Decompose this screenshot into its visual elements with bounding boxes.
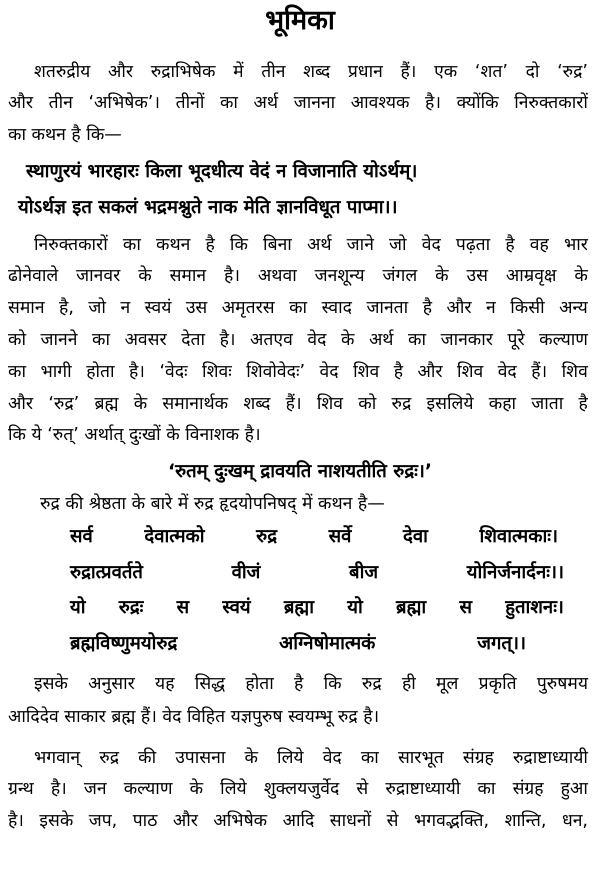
- verse-line-2: योऽर्थज्ञ इत सकलं भद्रमश्नुते नाक मेति ज्ञानविधूत पाप्मा।।: [18, 197, 398, 218]
- text-line-2: [0, 89, 600, 117]
- page-title: भूमिका: [265, 5, 335, 36]
- shloka-line-4: [70, 630, 526, 658]
- word: अग्निषोमात्मकं: [279, 633, 376, 654]
- word: है।: [425, 93, 441, 113]
- word: रुद्रः: [118, 597, 144, 618]
- word: कल्याण: [539, 330, 588, 350]
- word: एक: [434, 62, 458, 82]
- word: की: [138, 748, 157, 768]
- word: अर्थ: [368, 330, 394, 350]
- word: भगवद्भक्ति,: [413, 811, 490, 831]
- word: का: [289, 298, 308, 318]
- word: ब्रह्मा: [283, 597, 315, 618]
- word: दो: [525, 62, 540, 82]
- text-line-10: [0, 358, 600, 386]
- word: समान: [8, 298, 45, 318]
- text-line-14: रुद्र की श्रेष्ठता के बारे में रुद्र हृदयोपनिषद् में कथन है—: [40, 494, 385, 514]
- word: योनिर्जनार्दनः।।: [466, 562, 564, 583]
- word: कि: [323, 674, 342, 694]
- word: लिये: [220, 779, 247, 799]
- word: का: [8, 362, 26, 382]
- word: वेद: [421, 235, 441, 255]
- word: आदि: [282, 811, 315, 831]
- word: है।: [129, 362, 145, 382]
- text-line-8: [0, 294, 600, 322]
- word: शुक्लयजुर्वेद: [263, 779, 340, 799]
- verse-line-1: स्थाणुरयं भारहारः किला भूदधीत्य वेदं न विजानाति योऽर्थम्।: [26, 161, 418, 182]
- word: और: [8, 394, 34, 414]
- word: शिव: [561, 362, 588, 382]
- word: शब्द: [243, 394, 271, 414]
- word: हुआ: [560, 779, 588, 799]
- word: को: [8, 330, 26, 350]
- word: वीजं: [231, 562, 261, 583]
- word: इसके: [39, 811, 74, 831]
- word: का: [477, 779, 496, 799]
- word: शब्द: [303, 62, 331, 82]
- word: यो: [347, 597, 363, 618]
- word: अमृतरस: [221, 298, 275, 318]
- word: हुताशनः।: [505, 597, 564, 618]
- text-line-12: कि ये ‘रुत्’ अर्थात् दुःखों के विनाशक है।: [8, 425, 261, 445]
- word: प्रधान: [347, 62, 383, 82]
- word: निरुक्तकारों: [34, 235, 108, 255]
- word: जाने: [346, 235, 374, 255]
- word: का: [92, 330, 111, 350]
- word: सर्वे: [328, 526, 352, 547]
- word: सिद्ध: [194, 674, 226, 694]
- word: रुद्र: [99, 748, 120, 768]
- word: और: [8, 93, 34, 113]
- word: के: [133, 394, 148, 414]
- text-line-1: [0, 58, 600, 86]
- word: ब्रह्मविष्णुमयोरुद्र: [70, 633, 178, 654]
- word: के: [244, 748, 258, 768]
- word: अथवा: [257, 266, 297, 286]
- word: अनुसार: [88, 674, 135, 694]
- word: ‘शत’: [474, 62, 508, 82]
- word: है: [205, 235, 215, 255]
- word: बीज: [349, 562, 379, 583]
- word: कहा: [488, 394, 517, 414]
- word: को: [358, 394, 377, 414]
- word: कल्याण: [123, 779, 173, 799]
- word: से: [356, 779, 369, 799]
- word: वेद: [322, 748, 342, 768]
- word: कि: [229, 235, 248, 255]
- word: होता: [245, 674, 274, 694]
- word: है: [505, 235, 515, 255]
- word: हैं।: [531, 362, 548, 382]
- word: जाता: [531, 394, 564, 414]
- word: ही: [401, 674, 416, 694]
- word: ‘वेदः: [159, 362, 188, 382]
- word: रुद्राष्टाध्यायी: [512, 748, 588, 768]
- word: स्वयं: [222, 597, 251, 618]
- word: जनशून्य: [314, 266, 365, 286]
- word: रुद्र: [256, 526, 278, 547]
- word: समान: [169, 266, 207, 286]
- word: पूरे: [507, 330, 525, 350]
- word: स: [459, 597, 472, 618]
- word: शिव: [353, 362, 380, 382]
- word: अतएव: [250, 330, 293, 350]
- word: शिवः: [202, 362, 232, 382]
- word: संग्रह: [462, 748, 494, 768]
- word: हैं।: [285, 394, 302, 414]
- word: रुद्रात्प्रवर्तते: [70, 562, 143, 583]
- text-line-20: आदिदेव साकार ब्रह्म हैं। वेद विहित यज्ञपुरुष स्वयम्भू रुद्र है।: [8, 707, 380, 727]
- word: भगवान्: [34, 748, 81, 768]
- word: जानकार: [440, 330, 493, 350]
- text-line-11: [0, 390, 600, 418]
- word: समानार्थक: [162, 394, 229, 414]
- word: संग्रह: [512, 779, 544, 799]
- word: लिये: [277, 748, 304, 768]
- word: है: [578, 394, 588, 414]
- word: में: [233, 62, 244, 82]
- word: है।: [224, 266, 240, 286]
- word: धन,: [561, 811, 588, 831]
- text-line-22: [0, 775, 600, 803]
- word: देवात्मको: [144, 526, 205, 547]
- text-line-9: [0, 326, 600, 354]
- word: यह: [155, 674, 175, 694]
- word: प्रकृति: [478, 674, 517, 694]
- word: स्वयं: [144, 298, 172, 318]
- word: उपासना: [175, 748, 226, 768]
- word: अर्थ: [253, 93, 279, 113]
- word: जगत्।।: [477, 633, 526, 654]
- word: रुद्राष्टाध्यायी: [385, 779, 461, 799]
- word: के: [435, 266, 449, 286]
- word: पढ़ता: [455, 235, 491, 255]
- word: आवश्यक: [350, 93, 410, 113]
- word: भागी: [40, 362, 72, 382]
- word: न: [486, 298, 496, 318]
- word: साधनों: [329, 811, 372, 831]
- word: यो: [70, 597, 86, 618]
- word: जानने: [40, 330, 78, 350]
- word: शिव: [457, 362, 484, 382]
- word: मूल: [436, 674, 459, 694]
- word: के: [340, 330, 355, 350]
- word: के: [138, 266, 152, 286]
- word: ‘रुद्र’: [557, 62, 588, 82]
- word: के: [574, 266, 588, 286]
- word: के: [189, 779, 204, 799]
- word: का: [219, 93, 238, 113]
- word: भार: [563, 235, 588, 255]
- word: तीनों: [175, 93, 205, 113]
- shloka-line-2: [70, 559, 564, 587]
- word: जानना: [293, 93, 336, 113]
- word: सारभूत: [397, 748, 444, 768]
- word: है।: [50, 779, 67, 799]
- word: आम्रवृक्ष: [505, 266, 557, 286]
- text-line-6: [0, 231, 600, 259]
- word: और: [172, 811, 198, 831]
- word: होता: [86, 362, 115, 382]
- word: वेद: [497, 362, 517, 382]
- word: बिना: [263, 235, 292, 255]
- word: और: [446, 298, 472, 318]
- word: है।: [219, 330, 236, 350]
- word: है: [422, 298, 432, 318]
- word: इसलिये: [426, 394, 474, 414]
- word: ब्रह्म: [94, 394, 119, 414]
- word: वेद: [319, 362, 339, 382]
- word: ढोनेवाले: [8, 266, 59, 286]
- word: है,: [59, 298, 74, 318]
- word: जो: [389, 235, 407, 255]
- word: न: [120, 298, 131, 318]
- word: तीन: [48, 93, 73, 113]
- word: ग्रन्थ: [8, 779, 34, 799]
- word: और: [108, 62, 134, 82]
- word: है: [294, 674, 304, 694]
- word: तीन: [261, 62, 286, 82]
- word: कथन: [156, 235, 191, 255]
- sanskrit-quote: ‘रुतम् दुःखम् द्रावयति नाशयतीति रुद्रः।’: [168, 461, 432, 482]
- word: है।: [8, 811, 24, 831]
- word: का: [122, 235, 141, 255]
- word: उस: [185, 298, 208, 318]
- word: पाठ: [132, 811, 158, 831]
- word: रुद्र: [391, 394, 412, 414]
- word: रुद्र: [361, 674, 382, 694]
- word: सर्व: [70, 526, 93, 547]
- shloka-line-3: [70, 594, 564, 622]
- word: अर्थ: [306, 235, 332, 255]
- word: ‘रुद्र’: [48, 394, 80, 414]
- word: का: [408, 330, 427, 350]
- word: हैं।: [400, 62, 417, 82]
- word: शिवात्मकाः।: [479, 526, 558, 547]
- word: शिव: [316, 394, 344, 414]
- word: का: [360, 748, 379, 768]
- text-line-23: [0, 807, 600, 835]
- word: देता: [181, 330, 206, 350]
- word: किसी: [510, 298, 545, 318]
- word: जंगल: [382, 266, 418, 286]
- word: पुरुषमय: [536, 674, 588, 694]
- word: शान्ति,: [504, 811, 547, 831]
- word: अभिषेक: [213, 811, 268, 831]
- word: शतरुद्रीय: [34, 62, 91, 82]
- word: से: [386, 811, 399, 831]
- word: इसके: [34, 674, 68, 694]
- word: ‘अभिषेक’।: [88, 93, 161, 113]
- word: जन: [83, 779, 107, 799]
- word: जानवर: [76, 266, 121, 286]
- word: वह: [529, 235, 549, 255]
- text-line-7: [0, 262, 600, 290]
- word: अवसर: [124, 330, 167, 350]
- word: स्वाद: [321, 298, 352, 318]
- word: स: [176, 597, 190, 618]
- word: देवा: [403, 526, 428, 547]
- word: और: [417, 362, 443, 382]
- word: रुद्राभिषेक: [150, 62, 216, 82]
- word: उस: [466, 266, 488, 286]
- word: जो: [88, 298, 106, 318]
- text-line-19: [0, 670, 600, 698]
- shloka-line-1: [70, 523, 558, 551]
- text-line-21: [0, 744, 600, 772]
- word: है: [393, 362, 404, 382]
- word: अन्य: [559, 298, 588, 318]
- word: निरुक्तकारों: [514, 93, 588, 113]
- word: जप,: [88, 811, 118, 831]
- text-line-3: का कथन है कि—: [8, 125, 122, 145]
- word: ब्रह्मा: [396, 597, 427, 618]
- word: शिवोवेदः’: [246, 362, 306, 382]
- word: वेद: [307, 330, 327, 350]
- word: जानता: [366, 298, 409, 318]
- word: क्योंकि: [456, 93, 499, 113]
